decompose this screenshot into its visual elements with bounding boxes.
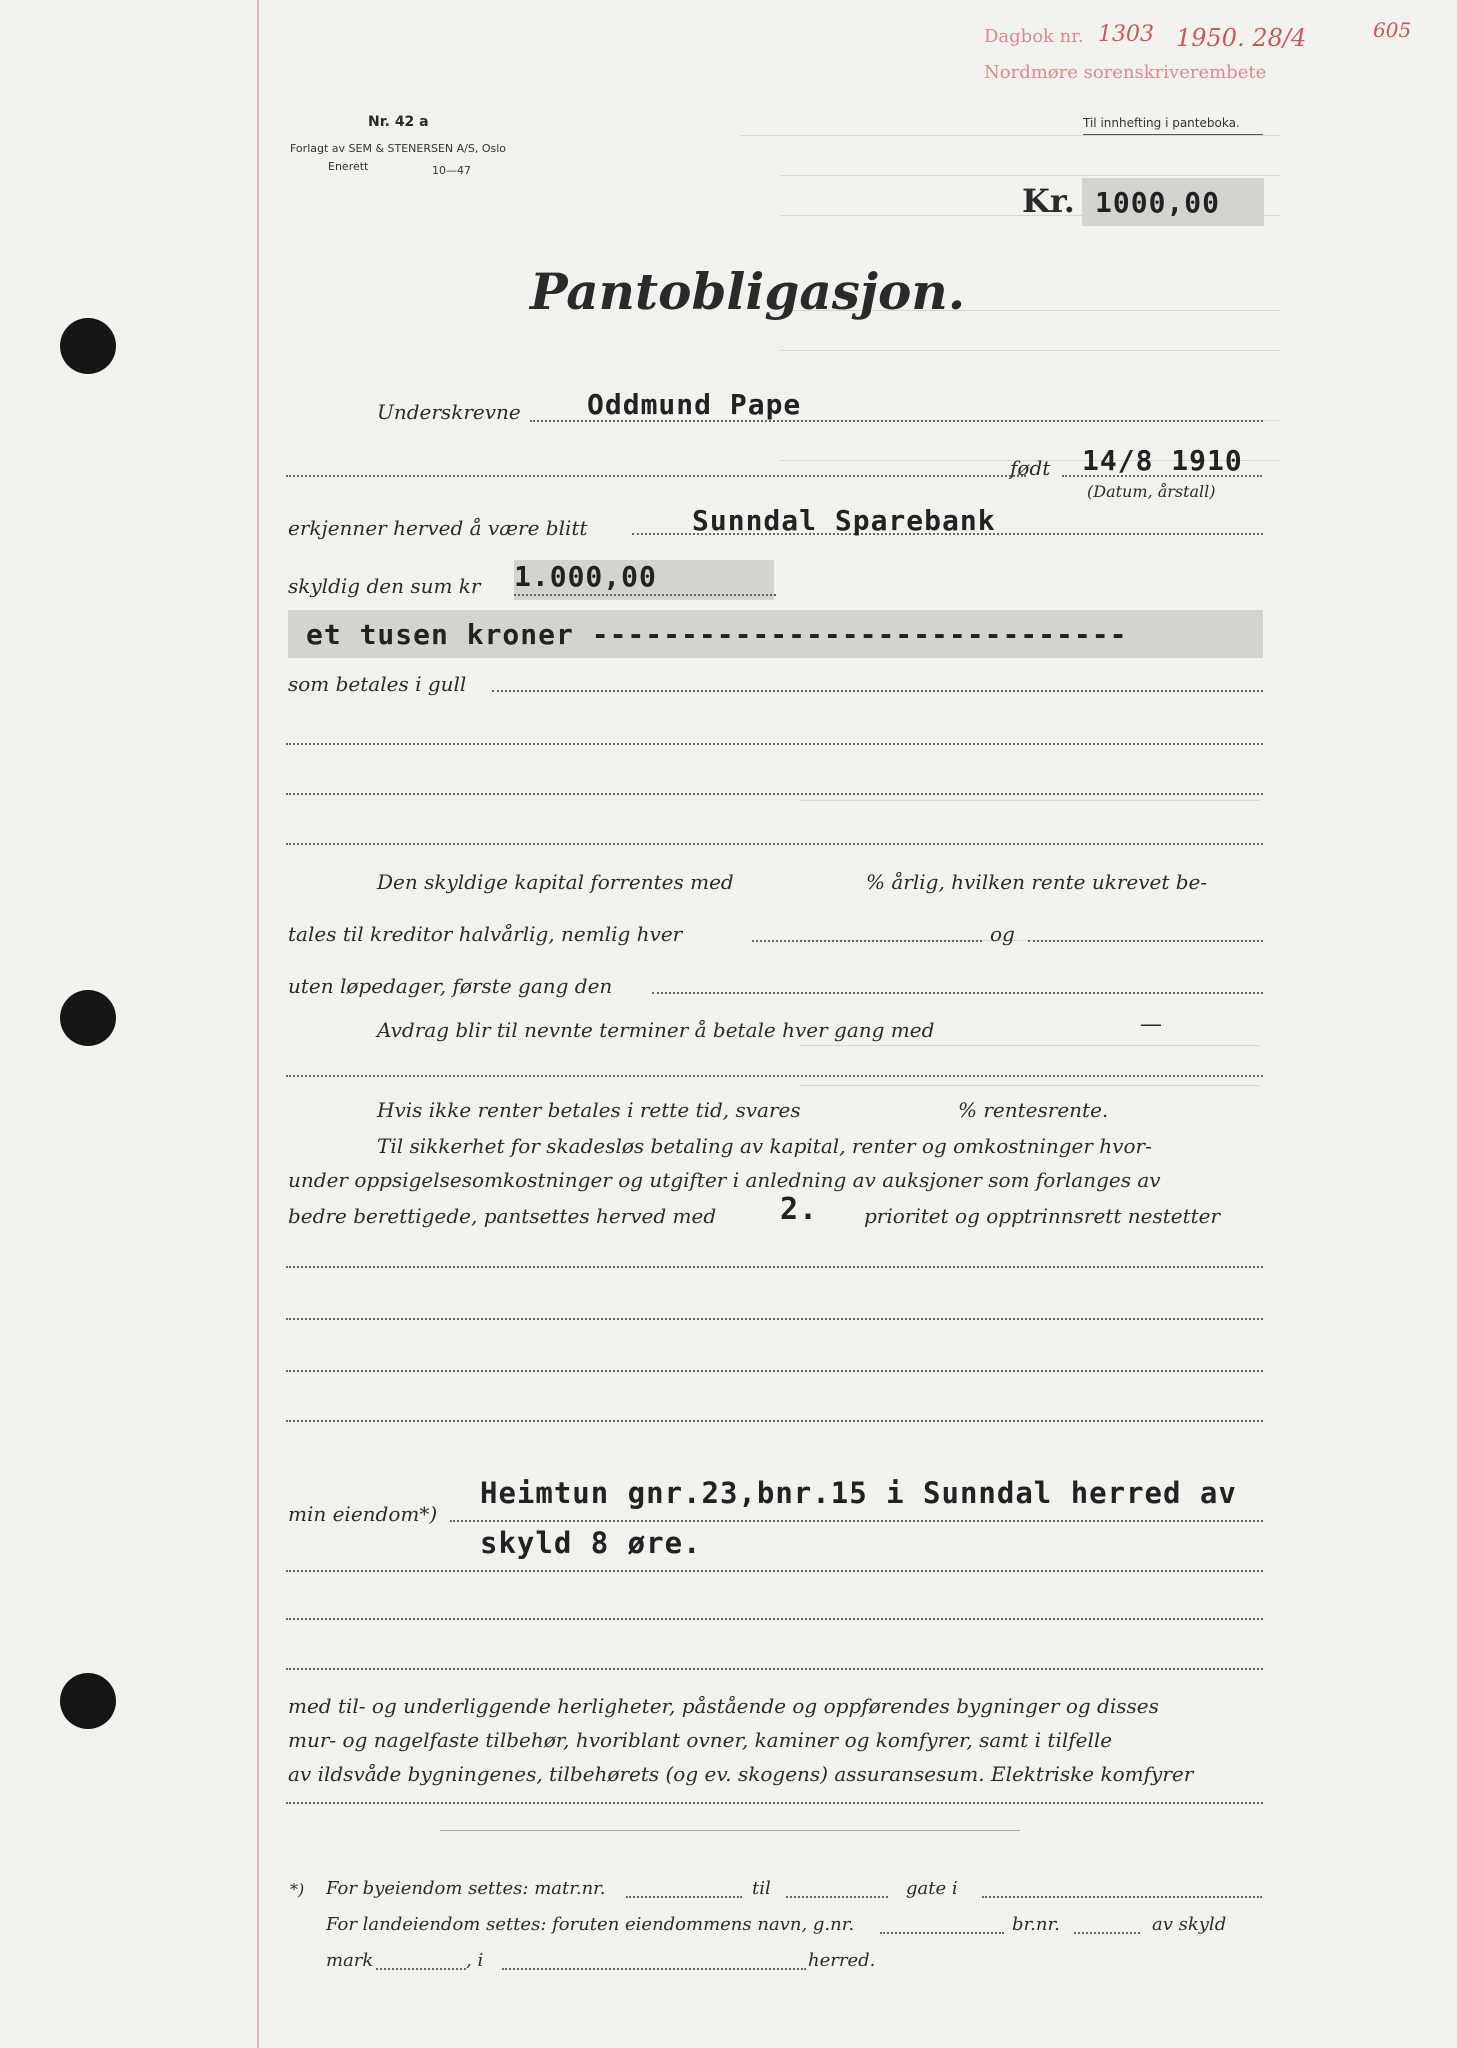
- bleed-through-line: [780, 350, 1280, 351]
- registry-stamp-line1: Dagbok nr.: [984, 26, 1084, 47]
- property-line: [450, 1520, 1263, 1522]
- blank-line: [286, 1570, 1263, 1572]
- gold-line: [492, 690, 1263, 692]
- blank-line: [286, 1668, 1263, 1670]
- footnote-rural: For landeiendom settes: foruten eiendommens navn, g.nr.: [326, 1914, 855, 1935]
- handwritten-entry-number: 1303: [1098, 22, 1154, 47]
- sum-line: [514, 594, 776, 596]
- appurtenances-line2: mur- og nagelfaste tilbehør, hvoriblant ovner, kaminer og komfyrer, samt i tilfelle: [288, 1728, 1113, 1752]
- blank-line: [286, 1318, 1263, 1320]
- bleed-through-line: [800, 1085, 1260, 1086]
- interest-line2b: og: [990, 922, 1015, 946]
- priority-value: 2.: [780, 1192, 819, 1227]
- punch-hole-bottom: [60, 1673, 116, 1729]
- born-hint: (Datum, årstall): [1087, 482, 1216, 501]
- interest-line1b: % årlig, hvilken rente ukrevet be-: [866, 870, 1208, 894]
- binding-note-rule: [1083, 134, 1263, 135]
- born-value: 14/8 1910: [1082, 444, 1243, 477]
- blank-line: [286, 1420, 1263, 1422]
- footnote-dots: [376, 1968, 466, 1970]
- sum-words: et tusen kroner ------------------------------: [306, 618, 1128, 651]
- creditor-value: Sunndal Sparebank: [692, 504, 996, 537]
- blank-line: [286, 1802, 1263, 1804]
- punch-hole-middle: [60, 990, 116, 1046]
- footnote-city: For byeiendom settes: matr.nr.: [326, 1878, 606, 1899]
- late-interest-line-b: % rentesrente.: [958, 1098, 1109, 1122]
- footnote-brnr: br.nr.: [1012, 1914, 1060, 1935]
- footnote-dots: [880, 1932, 1004, 1934]
- footnote-til: til: [752, 1878, 771, 1899]
- property-line1: Heimtun gnr.23,bnr.15 i Sunndal herred av: [480, 1476, 1237, 1510]
- creditor-label: erkjenner herved å være blitt: [288, 516, 588, 540]
- interest-line1: Den skyldige kapital forrentes med: [377, 870, 734, 894]
- security-line2: under oppsigelsesomkostninger og utgifter i anledning av auksjoner som forlanges av: [288, 1168, 1161, 1192]
- blank-line: [286, 1266, 1263, 1268]
- footnote-dots: [786, 1896, 888, 1898]
- publisher-code: 10—47: [432, 164, 471, 177]
- undersigned-label: Underskrevne: [377, 400, 521, 424]
- born-prefix-line: [286, 475, 1026, 477]
- footnote-mark: mark: [326, 1950, 374, 1971]
- appurtenances-line1: med til- og underliggende herligheter, påstående og oppførendes bygninger og disses: [288, 1694, 1159, 1718]
- folio-number: 605: [1373, 18, 1412, 42]
- sum-label: skyldig den sum kr: [288, 574, 481, 598]
- property-label: min eiendom*): [288, 1502, 438, 1526]
- footnote-dots: [982, 1896, 1262, 1898]
- bleed-through-line: [740, 135, 1280, 136]
- property-line2: skyld 8 øre.: [480, 1526, 702, 1560]
- bleed-through-line: [800, 800, 1260, 801]
- form-number: Nr. 42 a: [368, 114, 429, 130]
- first-payment-line: [652, 992, 1263, 994]
- appurtenances-line3: av ildsvåde bygningenes, tilbehørets (og ev. skogens) assuransesum. Elektriske komfyrer: [288, 1762, 1194, 1786]
- blank-line: [286, 1618, 1263, 1620]
- interest-date2-line: [1028, 940, 1263, 942]
- bleed-through-line: [780, 175, 1280, 176]
- margin-rule: [257, 0, 259, 2048]
- interest-line2: tales til kreditor halvårlig, nemlig hver: [288, 922, 683, 946]
- installment-line: Avdrag blir til nevnte terminer å betale hver gang med: [377, 1018, 935, 1042]
- footnote-i: , i: [466, 1950, 484, 1971]
- footnote-dots: [1074, 1932, 1140, 1934]
- late-interest-line: Hvis ikke renter betales i rette tid, svares: [377, 1098, 801, 1122]
- handwritten-entry-date: 1950. 28/4: [1176, 24, 1307, 52]
- registry-stamp-line2: Nordmøre sorenskriverembete: [984, 62, 1267, 83]
- blank-line: [286, 743, 1263, 745]
- installment-line2: [286, 1075, 1263, 1077]
- footnote-marker: *): [290, 1880, 305, 1899]
- gold-label: som betales i gull: [288, 672, 467, 696]
- undersigned-value: Oddmund Pape: [587, 388, 802, 421]
- footnote-herred: herred.: [808, 1950, 876, 1971]
- amount-value: 1000,00: [1095, 186, 1221, 219]
- document-title: Pantobligasjon.: [530, 262, 966, 321]
- bleed-through-line: [800, 1045, 1260, 1046]
- sum-value: 1.000,00: [514, 560, 657, 593]
- footnote-gate: gate i: [906, 1878, 958, 1899]
- footnote-dots: [626, 1896, 742, 1898]
- interest-line3: uten løpedager, første gang den: [288, 974, 613, 998]
- footnote-dots: [502, 1968, 806, 1970]
- binding-note: Til innhefting i panteboka.: [1083, 116, 1240, 130]
- blank-line: [286, 843, 1263, 845]
- punch-hole-top: [60, 318, 116, 374]
- footnote-rule: [440, 1830, 1020, 1831]
- interest-date1-line: [752, 940, 982, 942]
- security-line3b: prioritet og opptrinnsrett nestetter: [864, 1204, 1221, 1228]
- publisher-line: Forlagt av SEM & STENERSEN A/S, Oslo: [290, 142, 507, 155]
- security-line3: bedre berettigede, pantsettes herved med: [288, 1204, 717, 1228]
- amount-prefix: Kr.: [1022, 182, 1075, 220]
- publisher-enerett: Enerett: [328, 160, 369, 173]
- security-line1: Til sikkerhet for skadesløs betaling av kapital, renter og omkostninger hvor-: [377, 1134, 1152, 1158]
- footnote-skyld: av skyld: [1152, 1914, 1227, 1935]
- blank-line: [286, 793, 1263, 795]
- born-label: født: [1010, 456, 1051, 480]
- blank-line: [286, 1370, 1263, 1372]
- installment-value: —: [1140, 1012, 1162, 1037]
